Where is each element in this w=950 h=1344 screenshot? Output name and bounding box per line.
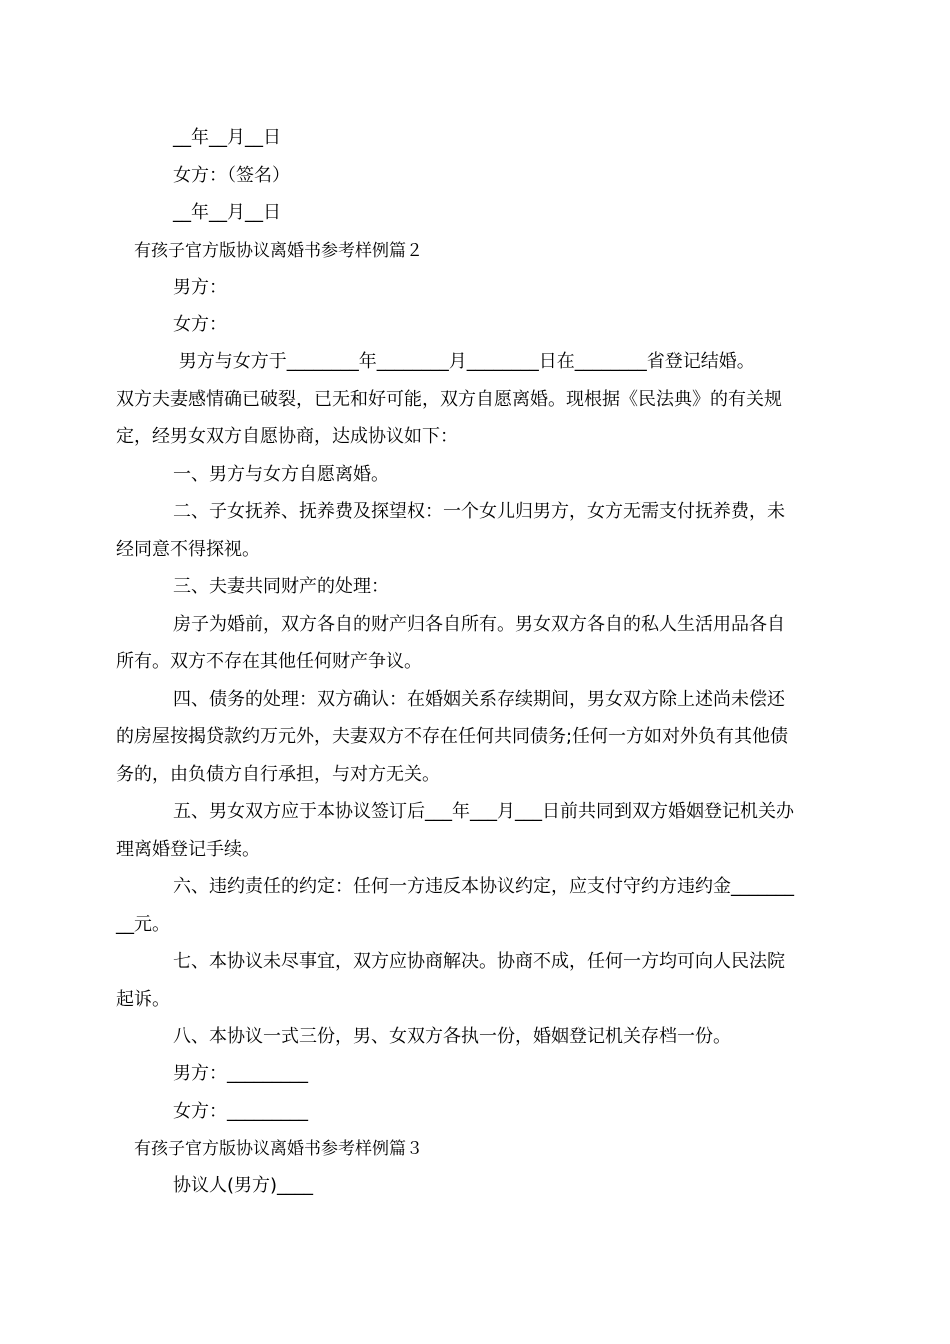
clause-4: 四、债务的处理：双方确认：在婚姻关系存续期间，男女双方除上述尚未偿还 [173, 689, 785, 710]
clause-6: 六、违约责任的约定：任何一方违反本协议约定，应支付守约方违约金_______ [173, 876, 794, 897]
clause-4-continued: 的房屋按揭贷款约万元外，夫妻双方不存在任何共同债务;任何一方如对外负有其他债 [116, 726, 789, 747]
section-title-3: 有孩子官方版协议离婚书参考样例篇３ [134, 1139, 423, 1159]
paragraph-line: 男方与女方于________年________月________日在________省登记结婚。 [173, 351, 755, 372]
clause-2: 二、子女抚养、抚养费及探望权：一个女儿归男方，女方无需支付抚养费，未 [173, 501, 785, 522]
clause-2-continued: 经同意不得探视。 [116, 539, 260, 560]
clause-4-continued: 务的，由负债方自行承担，与对方无关。 [116, 764, 440, 785]
date-line: __年__月__日 [173, 202, 281, 223]
man-label: 男方： [173, 277, 227, 298]
clause-1: 一、男方与女方自愿离婚。 [173, 464, 389, 485]
man-signature-line: 男方：_________ [173, 1063, 308, 1084]
clause-7-continued: 起诉。 [116, 989, 170, 1010]
clause-6-continued: __元。 [116, 914, 170, 935]
paragraph-line: 房子为婚前，双方各自的财产归各自所有。男女双方各自的私人生活用品各自 [173, 614, 785, 635]
date-line: __年__月__日 [173, 127, 281, 148]
paragraph-line: 双方夫妻感情确已破裂，已无和好可能，双方自愿离婚。现根据《民法典》的有关规 [116, 389, 782, 410]
section-title-2: 有孩子官方版协议离婚书参考样例篇２ [134, 241, 423, 261]
woman-label: 女方： [173, 314, 227, 335]
clause-5-continued: 理离婚登记手续。 [116, 839, 260, 860]
paragraph-line: 定，经男女双方自愿协商，达成协议如下： [116, 426, 458, 447]
woman-signature-line: 女方：_________ [173, 1101, 308, 1122]
clause-5: 五、男女双方应于本协议签订后___年___月___日前共同到双方婚姻登记机关办 [173, 801, 794, 822]
woman-signature-line: 女方：（签名） [173, 165, 290, 186]
paragraph-line: 所有。双方不存在其他任何财产争议。 [116, 651, 422, 672]
clause-3: 三、夫妻共同财产的处理： [173, 576, 389, 597]
party-man-line: 协议人(男方)____ [173, 1175, 314, 1196]
clause-7: 七、本协议未尽事宜，双方应协商解决。协商不成，任何一方均可向人民法院 [173, 951, 785, 972]
clause-8: 八、本协议一式三份，男、女双方各执一份，婚姻登记机关存档一份。 [173, 1026, 731, 1047]
